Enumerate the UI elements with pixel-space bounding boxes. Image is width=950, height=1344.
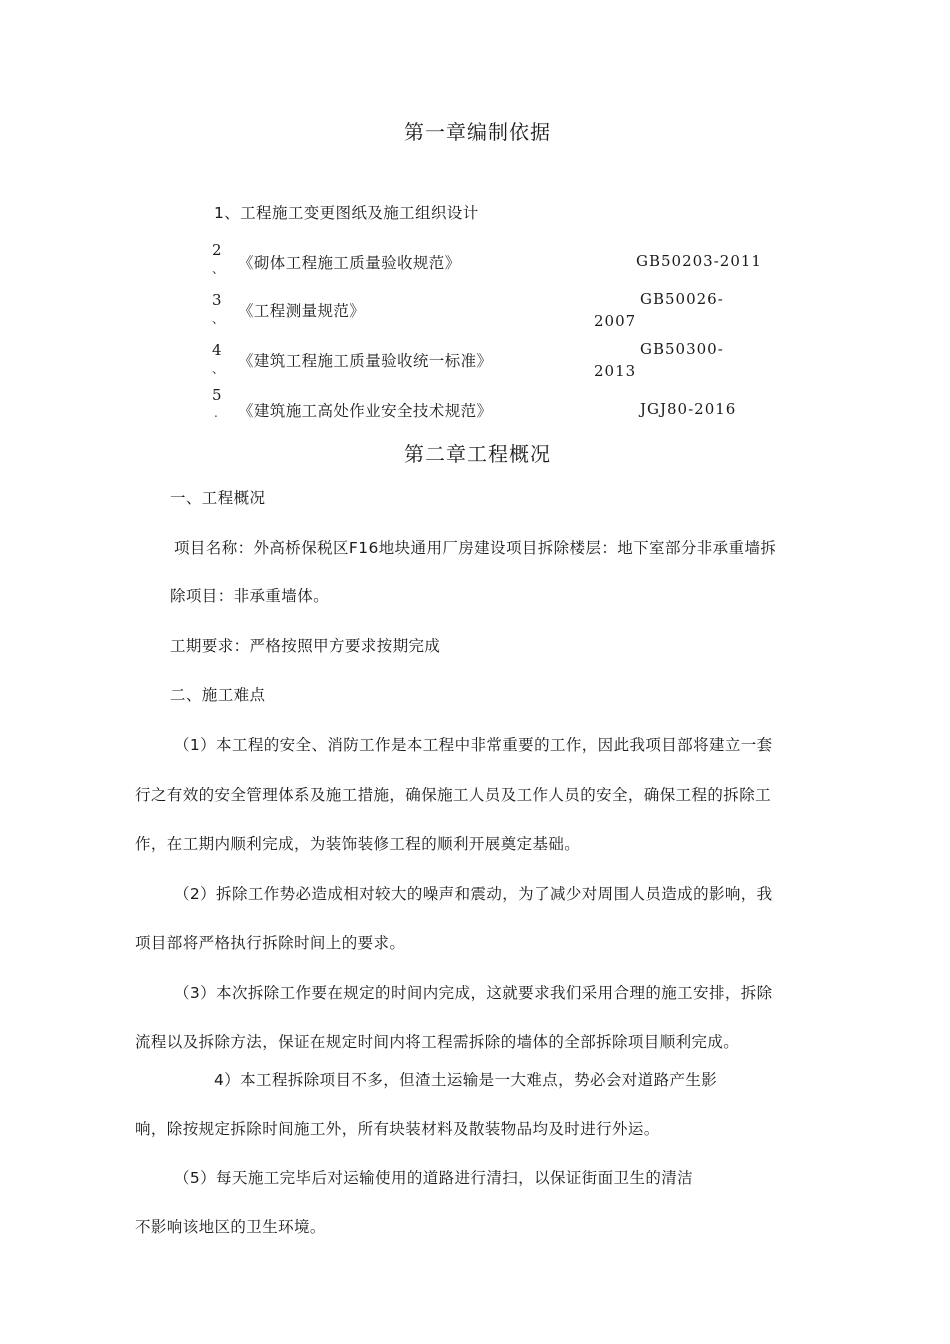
ref-number: 5	[212, 386, 222, 404]
project-item-line: 除项目：非承重墙体。	[170, 587, 330, 605]
ref-separator: .	[214, 406, 218, 420]
ref-separator: 、	[212, 362, 225, 376]
ref-code-part2: 2013	[594, 362, 637, 380]
ref-code-part1: GB50026-	[640, 290, 724, 308]
section2-heading: 二、施工难点	[170, 686, 266, 704]
ref-number: 4	[212, 341, 222, 359]
ref-separator: 、	[212, 262, 225, 276]
chapter2-title: 第二章工程概况	[404, 442, 551, 466]
ref-name: 《工程测量规范》	[238, 302, 366, 320]
difficulty-3-line: 流程以及拆除方法，保证在规定时间内将工程需拆除的墙体的全部拆除项目顺利完成。	[135, 1033, 740, 1051]
difficulty-2-line: （2）拆除工作势必造成相对较大的噪声和震动，为了减少对周围人员造成的影响，我	[174, 885, 773, 903]
difficulty-1-line: （1）本工程的安全、消防工作是本工程中非常重要的工作，因此我项目部将建立一套	[174, 736, 773, 754]
difficulty-5-line: 不影响该地区的卫生环境。	[135, 1218, 326, 1236]
duration-line: 工期要求：严格按照甲方要求按期完成	[170, 637, 441, 655]
ref-code-part1: GB50300-	[640, 340, 724, 358]
ref-code: JGJ80-2016	[640, 400, 737, 418]
project-name-line: 项目名称：外高桥保税区F16地块通用厂房建设项目拆除楼层：地下室部分非承重墙拆	[174, 539, 777, 557]
chapter1-title: 第一章编制依据	[404, 120, 551, 144]
basis-item-1: 1、工程施工变更图纸及施工组织设计	[214, 204, 479, 222]
difficulty-2-line: 项目部将严格执行拆除时间上的要求。	[135, 934, 406, 952]
difficulty-5-line: （5）每天施工完毕后对运输使用的道路进行清扫，以保证街面卫生的清洁	[174, 1169, 694, 1187]
ref-separator: 、	[212, 312, 225, 326]
section1-heading: 一、工程概况	[170, 489, 266, 507]
ref-number: 2	[212, 241, 222, 259]
ref-code-part2: 2007	[594, 312, 637, 330]
difficulty-4-line: 响，除按规定拆除时间施工外，所有块装材料及散装物品均及时进行外运。	[135, 1120, 660, 1138]
ref-name: 《建筑施工高处作业安全技术规范》	[238, 402, 493, 420]
ref-name: 《砌体工程施工质量验收规范》	[238, 254, 461, 272]
difficulty-4-line: 4）本工程拆除项目不多，但渣土运输是一大难点，势必会对道路产生影	[214, 1071, 718, 1089]
difficulty-1-line: 作，在工期内顺利完成，为装饰装修工程的顺利开展奠定基础。	[135, 835, 581, 853]
ref-number: 3	[212, 291, 222, 309]
difficulty-3-line: （3）本次拆除工作要在规定的时间内完成，这就要求我们采用合理的施工安排，拆除	[174, 984, 773, 1002]
difficulty-1-line: 行之有效的安全管理体系及施工措施，确保施工人员及工作人员的安全，确保工程的拆除工	[135, 786, 772, 804]
ref-code: GB50203-2011	[636, 252, 762, 270]
ref-name: 《建筑工程施工质量验收统一标准》	[238, 352, 493, 370]
